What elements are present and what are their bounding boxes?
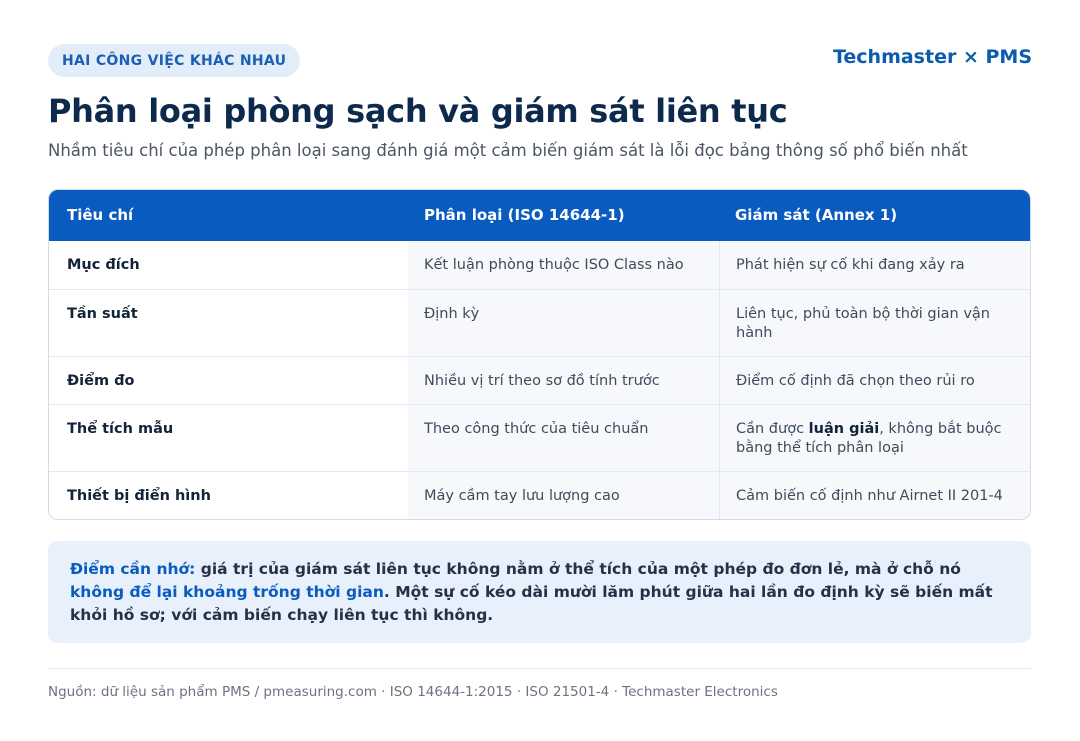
callout-highlight: không để lại khoảng trống thời gian (70, 583, 384, 601)
cell-monitoring (719, 405, 1030, 471)
section-tag: HAI CÔNG VIỆC KHÁC NHAU (48, 44, 300, 77)
comparison-table (48, 189, 1031, 520)
source-footer: Nguồn: dữ liệu sản phẩm PMS / pmeasuring.com · ISO 14644-1:2015 · ISO 21501-4 · Techmaster Electronics (48, 684, 778, 700)
cell-monitoring: Cảm biến cố định như Airnet II 201-4 (719, 472, 1030, 520)
cell-classification: Máy cầm tay lưu lượng cao (408, 472, 719, 520)
header-criterion: Tiêu chí (67, 206, 134, 224)
cell-criterion: Mục đích (49, 241, 408, 289)
cell-classification: Định kỳ (408, 290, 719, 356)
table-row (49, 289, 1030, 356)
cell-criterion: Thể tích mẫu (49, 405, 408, 471)
cell-criterion: Điểm đo (49, 357, 408, 404)
cell-criterion: Thiết bị điển hình (49, 472, 408, 520)
callout-text-1: giá trị của giám sát liên tục không nằm ở thể tích của một phép đo đơn lẻ, mà ở chỗ nó (195, 560, 961, 578)
cell-monitoring: Liên tục, phủ toàn bộ thời gian vận hành (719, 290, 1030, 356)
cell-classification: Kết luận phòng thuộc ISO Class nào (408, 241, 719, 289)
top-bar (48, 44, 1032, 78)
table-header-row (49, 190, 1030, 241)
cell-classification: Theo công thức của tiêu chuẩn (408, 405, 719, 471)
table-row (49, 471, 1030, 520)
page-title: Phân loại phòng sạch và giám sát liên tục (48, 92, 788, 130)
callout-text-2: . Một sự cố kéo dài mười lăm phút giữa hai lần đo định kỳ sẽ biến mất khỏi hồ sơ; với cảm biến chạy liên tục thì không. (70, 583, 993, 624)
header-classification: Phân loại (ISO 14644-1) (424, 206, 625, 224)
cell-monitoring-text-post: , không bắt buộc bằng thể tích phân loại (736, 421, 1002, 456)
cell-monitoring: Điểm cố định đã chọn theo rủi ro (719, 357, 1030, 404)
cell-monitoring-text-pre: Cần được (736, 421, 809, 437)
cell-monitoring: Phát hiện sự cố khi đang xảy ra (719, 241, 1030, 289)
cell-classification: Nhiều vị trí theo sơ đồ tính trước (408, 357, 719, 404)
header-monitoring: Giám sát (Annex 1) (735, 206, 898, 224)
brand-logo-text: Techmaster × PMS (832, 46, 1032, 68)
table-row (49, 241, 1030, 289)
cell-criterion: Tần suất (49, 290, 408, 356)
page-subtitle: Nhầm tiêu chí của phép phân loại sang đánh giá một cảm biến giám sát là lỗi đọc bảng thông số phổ biến nhất (48, 141, 968, 160)
callout-label: Điểm cần nhớ: (70, 560, 196, 578)
footer-divider (48, 668, 1031, 669)
cell-monitoring-emphasis: luận giải (808, 421, 880, 437)
key-takeaway-callout (48, 541, 1031, 643)
table-row (49, 356, 1030, 404)
table-row (49, 404, 1030, 471)
